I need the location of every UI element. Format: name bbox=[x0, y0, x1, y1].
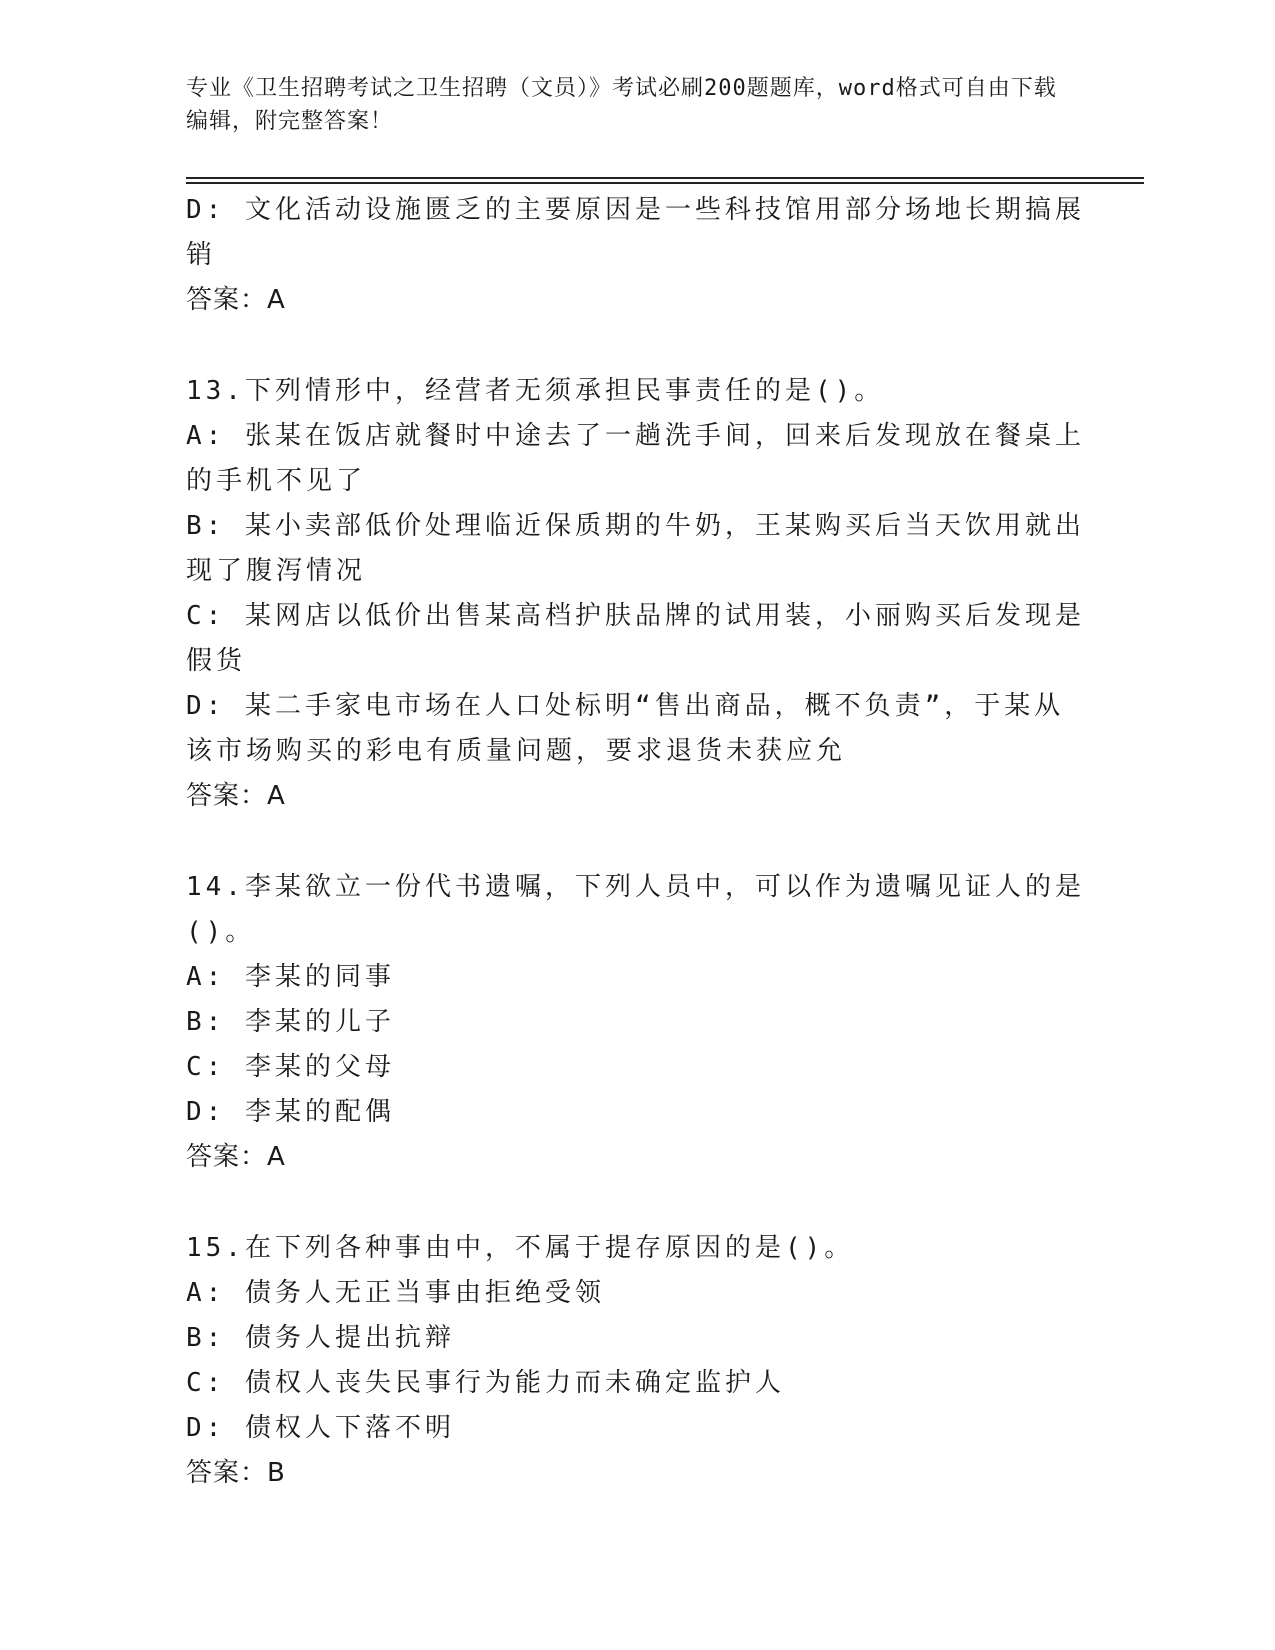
header-divider-top bbox=[186, 177, 1144, 179]
option-a: A: 债务人无正当事由拒绝受领 bbox=[186, 1278, 605, 1308]
option-b: B: 李某的儿子 bbox=[186, 1007, 395, 1037]
question-stem: 13.下列情形中，经营者无须承担民事责任的是()。 bbox=[186, 376, 885, 406]
option-c: C: 某网店以低价出售某高档护肤品牌的试用装，小丽购买后发现是假货 bbox=[186, 601, 1085, 676]
spacer bbox=[186, 323, 1086, 369]
option-b: B: 债务人提出抗辩 bbox=[186, 1323, 455, 1353]
answer-line: 答案：A bbox=[186, 781, 286, 811]
question-13 bbox=[186, 369, 1086, 819]
question-12-tail bbox=[186, 188, 1086, 323]
option-d: D: 债权人下落不明 bbox=[186, 1413, 455, 1443]
option-d: D: 文化活动设施匮乏的主要原因是一些科技馆用部分场地长期搞展销 bbox=[186, 195, 1085, 270]
answer-line: 答案：A bbox=[186, 285, 286, 315]
document-body bbox=[186, 188, 1086, 1496]
answer-line: 答案：A bbox=[186, 1142, 286, 1172]
option-a: A: 张某在饭店就餐时中途去了一趟洗手间，回来后发现放在餐桌上的手机不见了 bbox=[186, 421, 1085, 496]
option-c: C: 李某的父母 bbox=[186, 1052, 395, 1082]
question-stem: 15.在下列各种事由中，不属于提存原因的是()。 bbox=[186, 1233, 855, 1263]
document-header bbox=[186, 72, 1066, 138]
question-14 bbox=[186, 865, 1086, 1180]
option-b: B: 某小卖部低价处理临近保质期的牛奶，王某购买后当天饮用就出现了腹泻情况 bbox=[186, 511, 1085, 586]
spacer bbox=[186, 1180, 1086, 1226]
question-15 bbox=[186, 1226, 1086, 1496]
option-c: C: 债权人丧失民事行为能力而未确定监护人 bbox=[186, 1368, 785, 1398]
option-d: D: 某二手家电市场在人口处标明“售出商品，概不负责”，于某从该市场购买的彩电有质量问题，要求退货未获应允 bbox=[186, 691, 1065, 766]
spacer bbox=[186, 819, 1086, 865]
answer-line: 答案：B bbox=[186, 1458, 286, 1488]
option-a: A: 李某的同事 bbox=[186, 962, 395, 992]
header-text: 专业《卫生招聘考试之卫生招聘（文员）》考试必刷200题题库，word格式可自由下载编辑，附完整答案！ bbox=[186, 76, 1057, 134]
header-divider-bottom bbox=[186, 182, 1144, 184]
question-stem: 14.李某欲立一份代书遗嘱，下列人员中，可以作为遗嘱见证人的是()。 bbox=[186, 872, 1085, 947]
option-d: D: 李某的配偶 bbox=[186, 1097, 395, 1127]
